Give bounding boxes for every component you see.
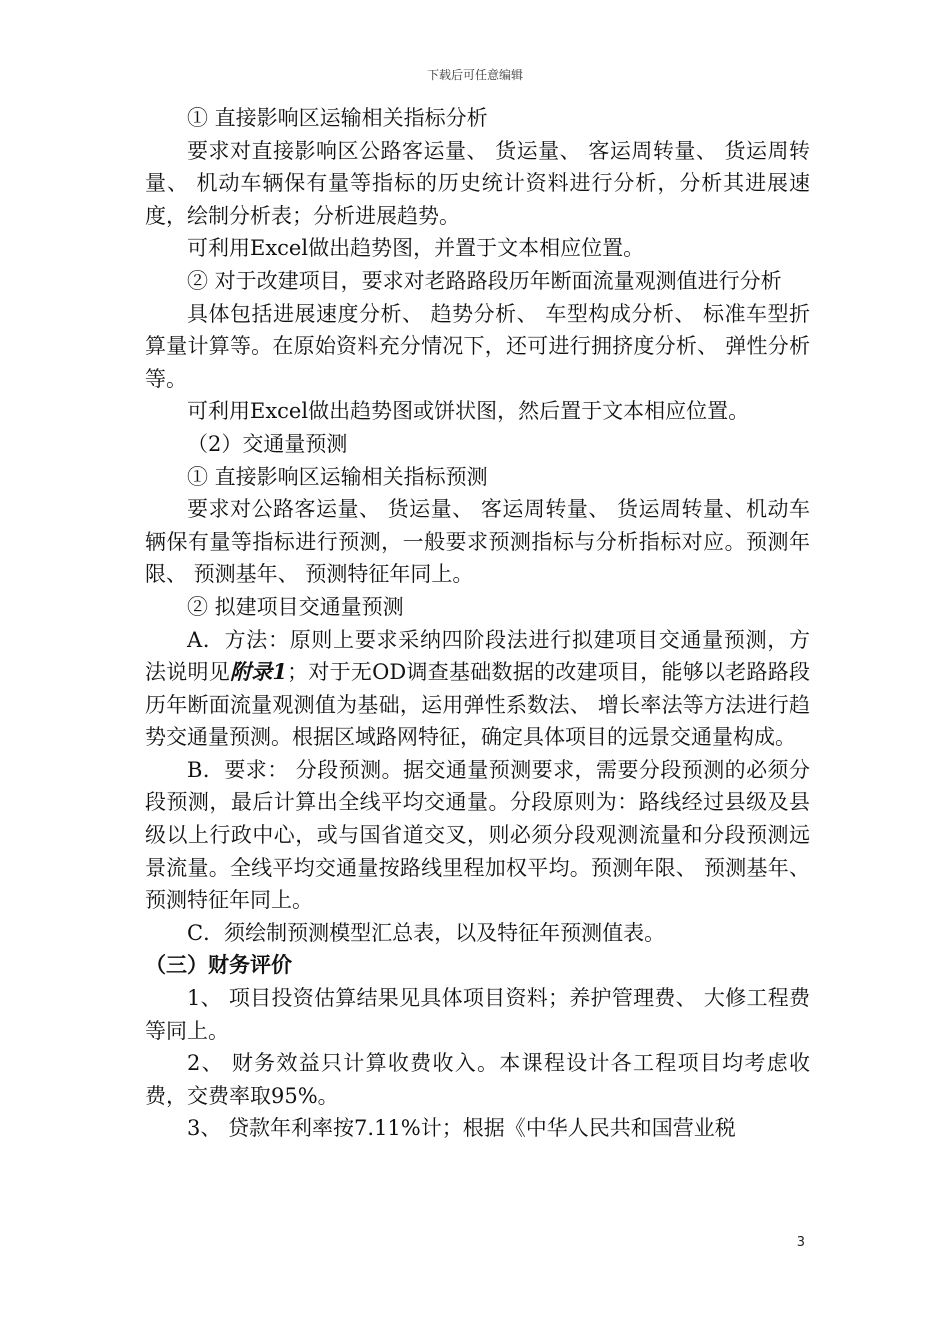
page-header: 下载后可任意编辑: [426, 68, 523, 82]
finance-item-3: 3、 贷款年利率按7.11%计；根据《中华人民共和国营业税: [187, 1116, 736, 1141]
paragraph-method: [145, 624, 810, 754]
paragraph-forecast-requirements: 要求对公路客运量、 货运量、 客运周转量、 货运周转量、机动车辆保有量等指标进行预测，一般要求预测指标与分析指标对应。预测年限、 预测基年、 预测特征年同上。: [145, 497, 810, 587]
document-body: [145, 102, 810, 1145]
paragraph-summary-table: C．须绘制预测模型汇总表，以及特征年预测值表。: [187, 920, 666, 945]
method-text-after: ；对于无OD调查基础数据的改建项目，能够以老路路段历年断面流量观测值为基础，运用弹性系数法、 增长率法等方法进行趋势交通量预测。根据区域路网特征，确定具体项目的远景交通量构成。: [145, 660, 810, 750]
paragraph-excel-chart-note: 可利用Excel做出趋势图或饼状图，然后置于文本相应位置。: [187, 399, 750, 424]
method-text-before: A．方法：原则上要求采纳四阶段法进行拟建项目交通量预测，方法说明见: [145, 627, 810, 685]
subheading-indicator-forecast: ① 直接影响区运输相关指标预测: [187, 464, 488, 489]
subheading-traffic-forecast: （2）交通量预测: [187, 431, 348, 456]
subheading-reconstruction-analysis: ② 对于改建项目，要求对老路路段历年断面流量观测值进行分析: [187, 268, 782, 293]
finance-item-2: 2、 财务效益只计算收费收入。本课程设计各工程项目均考虑收费，交费率取95%。: [145, 1051, 810, 1108]
subheading-project-forecast: ② 拟建项目交通量预测: [187, 594, 404, 619]
section-heading-financial: （三）财务评价: [145, 953, 292, 978]
paragraph-analysis-details: 具体包括进展速度分析、 趋势分析、 车型构成分析、 标准车型折算量计算等。在原始资料充分情况下，还可进行拥挤度分析、 弹性分析等。: [145, 301, 810, 391]
appendix-reference: 附录1: [230, 659, 288, 685]
paragraph-segment-requirements: B．要求： 分段预测。据交通量预测要求，需要分段预测的必须分段预测，最后计算出全线平均交通量。分段原则为：路线经过县级及县级以上行政中心，或与国省道交叉，则必须分段观测流量和分段预测远景流量。全线平均交通量按路线里程加权平均。预测年限、 预测基年、 预测特征年同上。: [145, 757, 810, 913]
paragraph-analysis-requirements: 要求对直接影响区公路客运量、 货运量、 客运周转量、 货运周转量、 机动车辆保有量等指标的历史统计资料进行分析，分析其进展速度，绘制分析表；分析进展趋势。: [145, 138, 810, 228]
page-number: 3: [796, 1235, 805, 1250]
paragraph-excel-note: 可利用Excel做出趋势图，并置于文本相应位置。: [187, 236, 645, 261]
finance-item-1: 1、 项目投资估算结果见具体项目资料；养护管理费、 大修工程费等同上。: [145, 986, 810, 1043]
subheading-indicator-analysis: ① 直接影响区运输相关指标分析: [187, 106, 488, 130]
